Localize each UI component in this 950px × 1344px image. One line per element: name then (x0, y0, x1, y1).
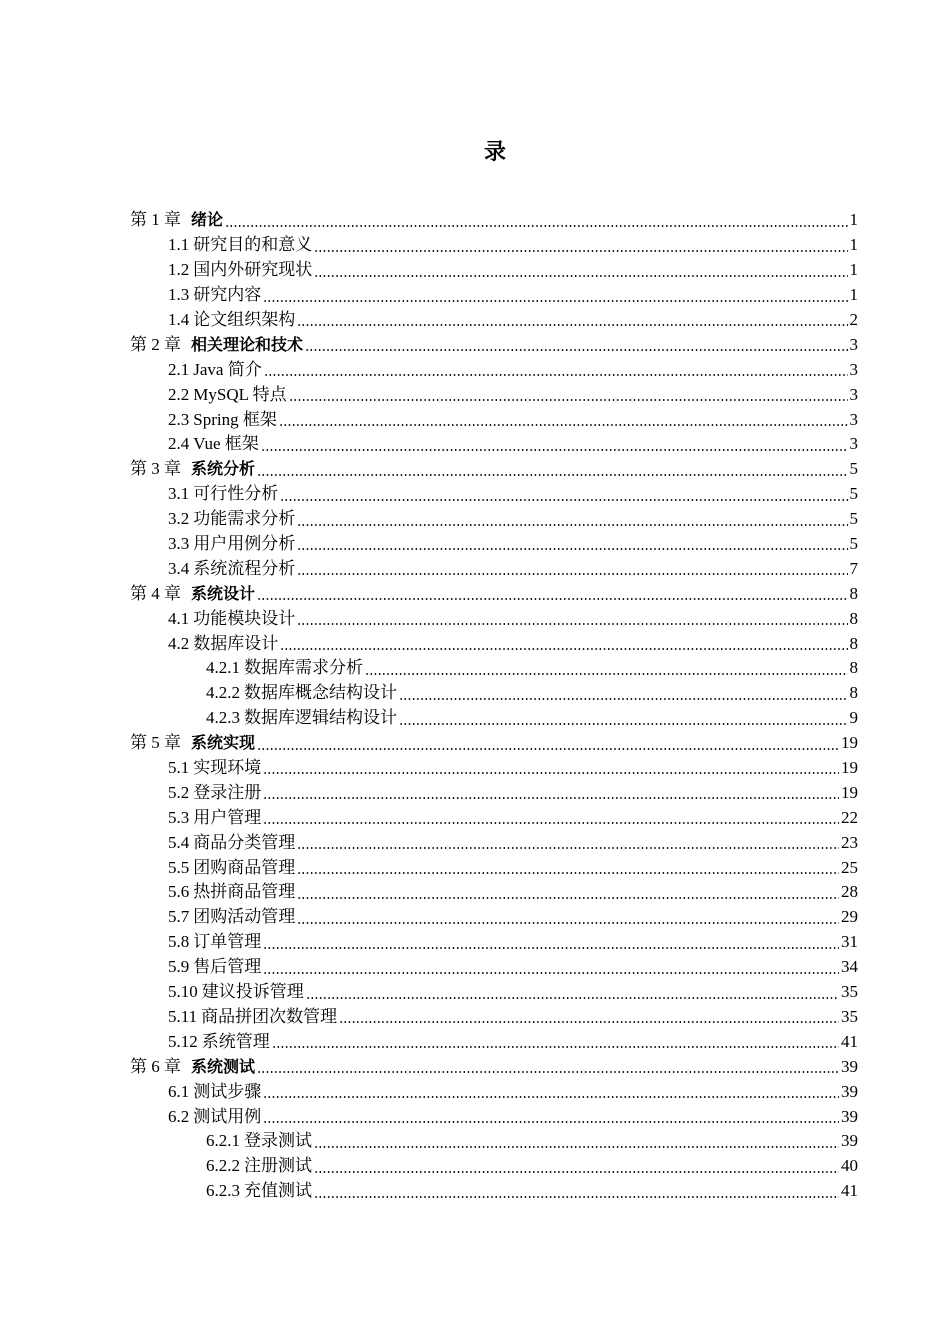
toc-chapter-entry[interactable] (0, 457, 950, 482)
toc-entry-page-number: 3 (849, 359, 858, 379)
toc-section-entry[interactable] (0, 780, 950, 805)
toc-entry-number: 第 1 章 (130, 210, 181, 230)
dot-leader (297, 524, 847, 526)
dot-leader (263, 947, 839, 949)
toc-entry-page-number: 29 (841, 907, 858, 927)
toc-entry-number: 5.1 (168, 758, 190, 778)
toc-entry-page-number: 3 (849, 409, 858, 429)
toc-title: 录 (483, 140, 506, 165)
dot-leader (263, 822, 839, 824)
toc-entry-page-number: 8 (849, 608, 858, 628)
toc-subsection-entry[interactable] (0, 706, 950, 731)
toc-entry-page-number: 1 (849, 260, 858, 280)
toc-entry-title: 建议投诉管理 (201, 982, 304, 1002)
toc-entry-page-number: 1 (849, 235, 858, 255)
dot-leader (297, 548, 847, 550)
dot-leader (263, 1121, 839, 1123)
toc-entry-title: 绪论 (191, 210, 224, 230)
toc-entry-number: 第 6 章 (130, 1056, 181, 1076)
toc-entry-title: Vue 框架 (193, 434, 259, 454)
toc-entry-title: 商品拼团次数管理 (201, 1006, 338, 1026)
toc-entry-page-number: 19 (841, 758, 858, 778)
toc-entry-number: 6.2.2 (206, 1156, 240, 1176)
dot-leader (257, 748, 839, 750)
toc-entry-title: 充值测试 (244, 1181, 312, 1201)
dot-leader (306, 997, 839, 999)
toc-entry-number: 第 2 章 (130, 334, 181, 354)
toc-section-entry[interactable] (0, 532, 950, 557)
dot-leader (314, 1196, 839, 1198)
toc-section-entry[interactable] (0, 1104, 950, 1129)
toc-entry-page-number: 31 (841, 932, 858, 952)
toc-entry-page-number: 19 (841, 782, 858, 802)
toc-entry-number: 5.11 (168, 1006, 198, 1026)
dot-leader (263, 1096, 839, 1098)
toc-entry-number: 5.9 (168, 957, 190, 977)
dot-leader (365, 673, 848, 675)
dot-leader (261, 449, 848, 451)
toc-section-entry[interactable] (0, 382, 950, 407)
toc-entry-number: 2.2 (168, 384, 190, 404)
toc-section-entry[interactable] (0, 432, 950, 457)
toc-section-entry[interactable] (0, 855, 950, 880)
toc-entry-title: 数据库概念结构设计 (244, 683, 397, 703)
toc-section-entry[interactable] (0, 955, 950, 980)
toc-section-entry[interactable] (0, 407, 950, 432)
toc-subsection-entry[interactable] (0, 1129, 950, 1154)
dot-leader (263, 772, 839, 774)
toc-entry-number: 5.5 (168, 857, 190, 877)
toc-entry-number: 4.1 (168, 608, 190, 628)
toc-entry-title: 数据库设计 (193, 633, 279, 653)
dot-leader (289, 399, 848, 401)
toc-section-entry[interactable] (0, 805, 950, 830)
toc-entry-number: 1.2 (168, 260, 190, 280)
dot-leader (297, 573, 847, 575)
toc-entry-title: 订单管理 (193, 932, 262, 952)
toc-entry-page-number: 9 (849, 708, 858, 728)
toc-entry-number: 1.1 (168, 235, 190, 255)
toc-entry-page-number: 41 (841, 1031, 858, 1051)
toc-section-entry[interactable] (0, 631, 950, 656)
toc-entry-number: 4.2 (168, 633, 190, 653)
toc-entry-number: 6.2.1 (206, 1131, 240, 1151)
toc-entry-page-number: 8 (849, 658, 858, 678)
dot-leader (263, 300, 847, 302)
toc-entry-title: 团购商品管理 (193, 857, 296, 877)
toc-entry-page-number: 5 (849, 534, 858, 554)
toc-section-entry[interactable] (0, 258, 950, 283)
toc-section-entry[interactable] (0, 880, 950, 905)
toc-entry-title: 系统实现 (191, 733, 256, 753)
toc-section-entry[interactable] (0, 1029, 950, 1054)
dot-leader (264, 374, 848, 376)
toc-entry-number: 4.2.3 (206, 708, 240, 728)
toc-entry-page-number: 35 (841, 982, 858, 1002)
toc-entry-title: 商品分类管理 (193, 832, 296, 852)
toc-entry-page-number: 5 (849, 484, 858, 504)
toc-entry-title: 论文组织架构 (193, 310, 296, 329)
toc-entry-title: 系统测试 (191, 1056, 256, 1076)
toc-list (0, 208, 950, 1204)
toc-entry-title: 研究内容 (193, 285, 262, 305)
toc-section-entry[interactable] (0, 980, 950, 1005)
toc-entry-number: 3.4 (168, 558, 190, 578)
toc-entry-number: 5.12 (168, 1031, 198, 1051)
dot-leader (257, 598, 847, 600)
toc-section-entry[interactable] (0, 507, 950, 532)
toc-section-entry[interactable] (0, 233, 950, 258)
toc-entry-number: 4.2.1 (206, 658, 240, 678)
toc-section-entry[interactable] (0, 830, 950, 855)
toc-entry-page-number: 5 (849, 459, 858, 479)
toc-entry-page-number: 5 (849, 509, 858, 529)
dot-leader (314, 250, 847, 252)
toc-entry-page-number: 34 (841, 957, 858, 977)
toc-entry-title: 系统分析 (191, 459, 256, 479)
toc-entry-page-number: 8 (849, 583, 858, 603)
dot-leader (297, 324, 847, 326)
toc-entry-page-number: 39 (841, 1056, 858, 1076)
toc-section-entry[interactable] (0, 606, 950, 631)
toc-entry-page-number: 7 (849, 558, 858, 578)
dot-leader (280, 499, 847, 501)
toc-chapter-entry[interactable] (0, 208, 950, 233)
dot-leader (314, 1146, 839, 1148)
toc-entry-title: 测试用例 (193, 1106, 262, 1126)
toc-entry-title: 研究目的和意义 (193, 235, 313, 255)
toc-entry-title: 售后管理 (193, 957, 262, 977)
toc-entry-title: 系统流程分析 (193, 558, 296, 578)
toc-entry-number: 1.4 (168, 310, 190, 329)
toc-subsection-entry[interactable] (0, 656, 950, 681)
toc-entry-number: 2.3 (168, 409, 190, 429)
toc-entry-page-number: 22 (841, 807, 858, 827)
toc-section-entry[interactable] (0, 1079, 950, 1104)
toc-entry-title: 测试步骤 (193, 1081, 262, 1101)
toc-entry-number: 1.3 (168, 285, 190, 305)
dot-leader (305, 349, 847, 351)
toc-entry-title: 数据库逻辑结构设计 (244, 708, 397, 728)
toc-entry-title: 用户管理 (193, 807, 262, 827)
toc-subsection-entry[interactable] (0, 1179, 950, 1204)
dot-leader (399, 723, 848, 725)
toc-entry-number: 第 4 章 (130, 583, 181, 603)
toc-entry-title: 相关理论和技术 (191, 334, 304, 354)
toc-entry-page-number: 19 (841, 733, 858, 753)
dot-leader (297, 922, 839, 924)
toc-entry-number: 5.8 (168, 932, 190, 952)
dot-leader (297, 847, 839, 849)
toc-entry-title: MySQL 特点 (193, 384, 287, 404)
toc-section-entry[interactable] (0, 930, 950, 955)
toc-entry-number: 5.4 (168, 832, 190, 852)
toc-entry-title: 功能模块设计 (193, 608, 296, 628)
toc-entry-number: 5.2 (168, 782, 190, 802)
toc-entry-page-number: 41 (841, 1181, 858, 1201)
toc-section-entry[interactable] (0, 756, 950, 781)
toc-entry-page-number: 2 (849, 310, 858, 329)
toc-entry-page-number: 23 (841, 832, 858, 852)
toc-entry-title: 用户用例分析 (193, 534, 296, 554)
toc-entry-number: 3.2 (168, 509, 190, 529)
toc-entry-title: 实现环境 (193, 758, 262, 778)
toc-section-entry[interactable] (0, 1005, 950, 1030)
toc-entry-page-number: 39 (841, 1081, 858, 1101)
toc-chapter-entry[interactable] (0, 1054, 950, 1079)
toc-section-entry[interactable] (0, 357, 950, 382)
toc-entry-number: 第 3 章 (130, 459, 181, 479)
toc-subsection-entry[interactable] (0, 1154, 950, 1179)
toc-entry-page-number: 3 (849, 334, 858, 354)
dot-leader (339, 1021, 839, 1023)
toc-entry-number: 3.1 (168, 484, 190, 504)
dot-leader (257, 1071, 839, 1073)
toc-entry-number: 2.4 (168, 434, 190, 454)
toc-entry-page-number: 8 (849, 683, 858, 703)
toc-subsection-entry[interactable] (0, 681, 950, 706)
toc-entry-page-number: 3 (849, 434, 858, 454)
toc-chapter-entry[interactable] (0, 731, 950, 756)
toc-entry-number: 第 5 章 (130, 733, 181, 753)
toc-entry-number: 5.7 (168, 907, 190, 927)
toc-entry-title: 热拼商品管理 (193, 882, 296, 902)
toc-entry-page-number: 1 (849, 210, 858, 230)
dot-leader (297, 897, 839, 899)
toc-section-entry[interactable] (0, 482, 950, 507)
toc-entry-title: 系统管理 (201, 1031, 270, 1051)
dot-leader (279, 424, 848, 426)
dot-leader (314, 1171, 839, 1173)
toc-entry-number: 6.2.3 (206, 1181, 240, 1201)
dot-leader (297, 872, 839, 874)
toc-entry-title: 数据库需求分析 (244, 658, 363, 678)
dot-leader (272, 1046, 839, 1048)
toc-entry-number: 2.1 (168, 359, 190, 379)
dot-leader (297, 623, 847, 625)
toc-section-entry[interactable] (0, 556, 950, 581)
toc-entry-number: 4.2.2 (206, 683, 240, 703)
toc-entry-title: 功能需求分析 (193, 509, 296, 529)
toc-entry-title: 登录注册 (193, 782, 262, 802)
toc-entry-number: 6.1 (168, 1081, 190, 1101)
toc-entry-number: 3.3 (168, 534, 190, 554)
toc-entry-page-number: 25 (841, 857, 858, 877)
toc-entry-page-number: 3 (849, 384, 858, 404)
toc-chapter-entry[interactable] (0, 332, 950, 357)
toc-entry-number: 6.2 (168, 1106, 190, 1126)
toc-entry-page-number: 40 (841, 1156, 858, 1176)
dot-leader (314, 275, 847, 277)
toc-entry-title: Java 简介 (193, 359, 262, 379)
toc-entry-title: 注册测试 (244, 1156, 312, 1176)
toc-entry-title: 可行性分析 (193, 484, 279, 504)
toc-entry-page-number: 39 (841, 1106, 858, 1126)
toc-section-entry[interactable] (0, 905, 950, 930)
dot-leader (399, 698, 848, 700)
toc-entry-page-number: 1 (849, 285, 858, 305)
toc-entry-page-number: 8 (849, 633, 858, 653)
toc-entry-title: 国内外研究现状 (193, 260, 313, 280)
toc-entry-page-number: 28 (841, 882, 858, 902)
toc-entry-title: 团购活动管理 (193, 907, 296, 927)
toc-section-entry[interactable] (0, 283, 950, 308)
toc-entry-title: Spring 框架 (193, 409, 277, 429)
dot-leader (280, 648, 847, 650)
toc-section-entry[interactable] (0, 308, 950, 333)
toc-entry-number: 5.6 (168, 882, 190, 902)
toc-entry-number: 5.3 (168, 807, 190, 827)
dot-leader (225, 225, 847, 227)
dot-leader (257, 474, 847, 476)
toc-entry-title: 登录测试 (244, 1131, 312, 1151)
toc-entry-number: 5.10 (168, 982, 198, 1002)
toc-chapter-entry[interactable] (0, 581, 950, 606)
dot-leader (263, 797, 839, 799)
toc-entry-title: 系统设计 (191, 583, 256, 603)
toc-entry-page-number: 35 (841, 1006, 858, 1026)
dot-leader (263, 972, 839, 974)
toc-entry-page-number: 39 (841, 1131, 858, 1151)
